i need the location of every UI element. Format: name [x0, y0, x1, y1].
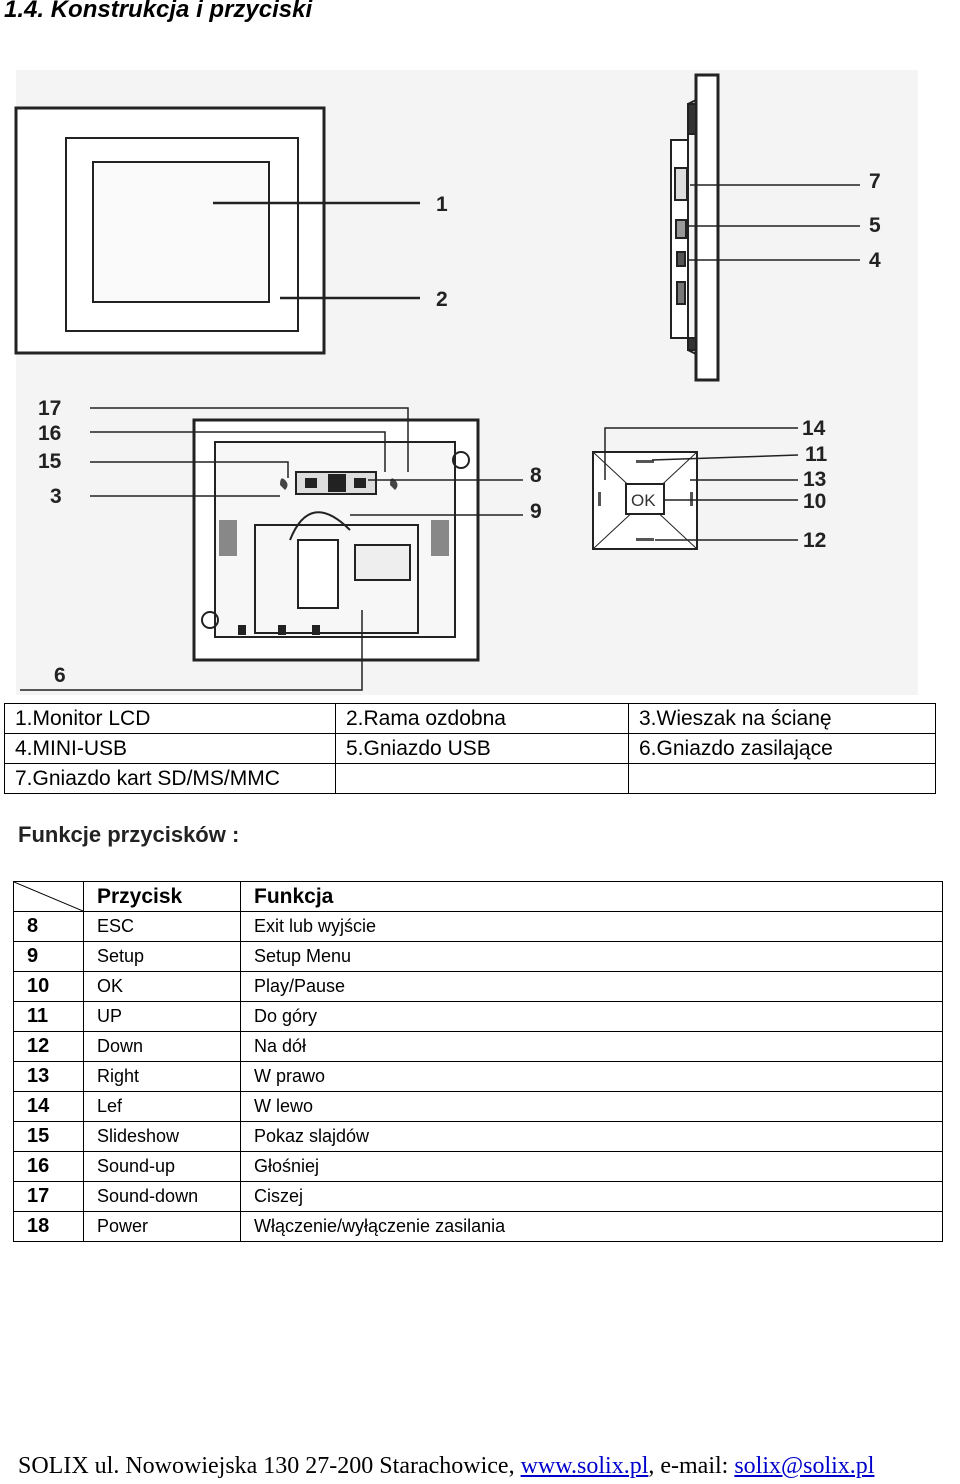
callout-8: 8 [530, 464, 542, 487]
callout-16: 16 [38, 422, 62, 445]
table-row [14, 1122, 943, 1152]
ok-label: OK [631, 491, 656, 510]
button-function: Pokaz slajdów [241, 1122, 943, 1152]
button-name: Lef [84, 1092, 241, 1122]
row-number: 18 [14, 1212, 84, 1242]
button-name: OK [84, 972, 241, 1002]
table-row [14, 942, 943, 972]
table-header-row [14, 882, 943, 912]
button-name: Down [84, 1032, 241, 1062]
button-functions-table [13, 881, 943, 1242]
callout-4: 4 [869, 249, 881, 272]
callout-12: 12 [803, 529, 827, 552]
callout-6: 6 [54, 664, 66, 687]
callout-14: 14 [802, 417, 826, 440]
row-number: 13 [14, 1062, 84, 1092]
button-function: W prawo [241, 1062, 943, 1092]
table-row [14, 1002, 943, 1032]
footer-email-label: , e-mail: [648, 1453, 735, 1479]
button-function: Setup Menu [241, 942, 943, 972]
table-row [5, 734, 936, 764]
legend-cell: 1.Monitor LCD [5, 704, 336, 734]
button-function: Exit lub wyjście [241, 912, 943, 942]
legend-cell: 4.MINI-USB [5, 734, 336, 764]
button-name: Sound-down [84, 1182, 241, 1212]
button-function: Włączenie/wyłączenie zasilania [241, 1212, 943, 1242]
button-name: Setup [84, 942, 241, 972]
legend-cell: 2.Rama ozdobna [336, 704, 629, 734]
legend-cell: 3.Wieszak na ścianę [629, 704, 936, 734]
button-name: Sound-up [84, 1152, 241, 1182]
legend-cell: 7.Gniazdo kart SD/MS/MMC [5, 764, 336, 794]
row-number: 9 [14, 942, 84, 972]
button-name: Slideshow [84, 1122, 241, 1152]
button-name: Right [84, 1062, 241, 1092]
callout-2: 2 [436, 288, 448, 311]
legend-cell: 5.Gniazdo USB [336, 734, 629, 764]
button-function: Ciszej [241, 1182, 943, 1212]
button-name: ESC [84, 912, 241, 942]
button-function: Głośniej [241, 1152, 943, 1182]
button-function: Play/Pause [241, 972, 943, 1002]
page-title: 1.4. Konstrukcja i przyciski [4, 0, 313, 23]
table-row [14, 1212, 943, 1242]
table-row [14, 1062, 943, 1092]
row-number: 12 [14, 1032, 84, 1062]
column-header-function: Funkcja [241, 882, 943, 912]
functions-heading: Funkcje przycisków : [18, 822, 240, 847]
table-row [14, 1032, 943, 1062]
table-row [5, 704, 936, 734]
website-link[interactable]: www.solix.pl [520, 1453, 649, 1479]
callout-9: 9 [530, 500, 542, 523]
button-function: Do góry [241, 1002, 943, 1032]
callout-10: 10 [803, 490, 827, 513]
button-name: Power [84, 1212, 241, 1242]
table-row [14, 1152, 943, 1182]
callout-5: 5 [869, 214, 881, 237]
button-function: Na dół [241, 1032, 943, 1062]
callout-7: 7 [869, 170, 881, 193]
device-diagram [0, 68, 960, 700]
callout-3: 3 [50, 485, 62, 508]
legend-cell [336, 764, 629, 794]
table-row [14, 912, 943, 942]
parts-legend-table [4, 703, 936, 794]
callout-13: 13 [803, 468, 827, 491]
table-row [5, 764, 936, 794]
row-number: 15 [14, 1122, 84, 1152]
table-row [14, 1182, 943, 1212]
callout-15: 15 [38, 450, 62, 473]
legend-cell [629, 764, 936, 794]
column-header-button: Przycisk [84, 882, 241, 912]
diagonal-header-cell [14, 882, 84, 912]
callout-1: 1 [436, 193, 448, 216]
button-function: W lewo [241, 1092, 943, 1122]
button-name: UP [84, 1002, 241, 1032]
table-row [14, 972, 943, 1002]
row-number: 14 [14, 1092, 84, 1122]
email-link[interactable]: solix@solix.pl [734, 1453, 875, 1479]
footer-address: SOLIX ul. Nowowiejska 130 27-200 Starachowice, [18, 1453, 521, 1479]
row-number: 11 [14, 1002, 84, 1032]
table-row [14, 1092, 943, 1122]
row-number: 10 [14, 972, 84, 1002]
legend-cell: 6.Gniazdo zasilające [629, 734, 936, 764]
callout-11: 11 [805, 443, 828, 466]
row-number: 17 [14, 1182, 84, 1212]
row-number: 8 [14, 912, 84, 942]
callout-17: 17 [38, 397, 62, 420]
row-number: 16 [14, 1152, 84, 1182]
footer [18, 1453, 874, 1480]
